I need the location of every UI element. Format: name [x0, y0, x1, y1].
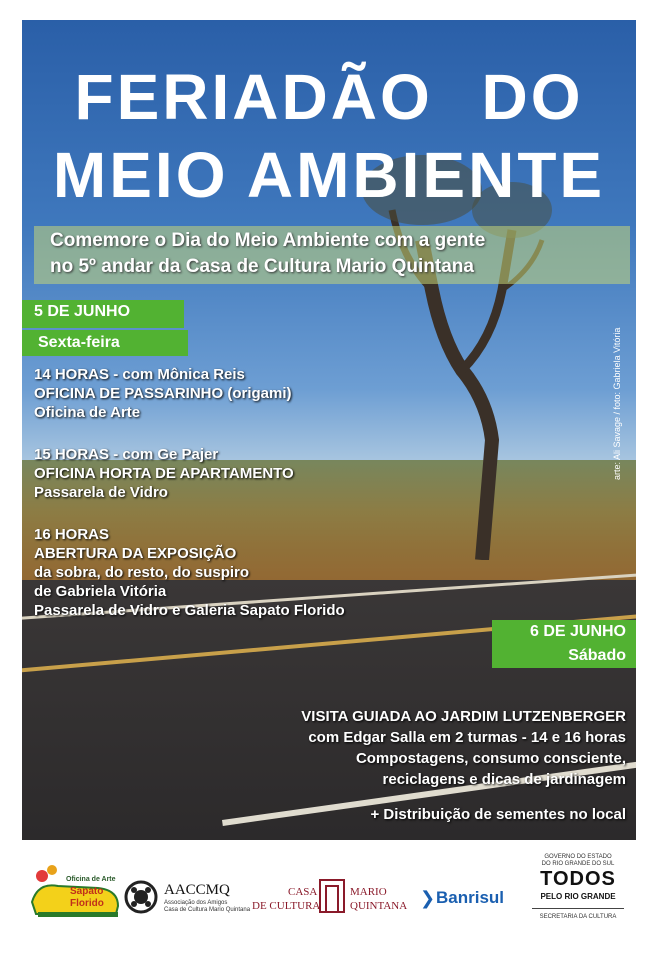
event-3-time: 16 HORAS [34, 526, 110, 543]
ccmq-c: MARIO [350, 886, 387, 898]
event-3-desc-2: de Gabriela Vitória [34, 583, 167, 600]
todos-sub: PELO RIO GRANDE [540, 892, 616, 901]
ccmq-b: DE CULTURA [252, 900, 321, 912]
visit-title: VISITA GUIADA AO JARDIM LUTZENBERGER [301, 708, 626, 725]
sapato-florido-top: Oficina de Arte [66, 876, 116, 883]
subtitle-line-1: Comemore o Dia do Meio Ambiente com a gente [50, 230, 486, 251]
sponsor-footer [0, 850, 654, 960]
event-2-place: Passarela de Vidro [34, 484, 168, 501]
aaccmq-sub-1: Associação dos Amigos [164, 900, 228, 906]
event-3 [34, 525, 345, 620]
aaccmq-name: AACCMQ [164, 882, 230, 898]
event-2-title: OFICINA HORTA DE APARTAMENTO [34, 465, 294, 482]
day2-weekday-badge: Sábado [492, 644, 636, 668]
sapato-florido-logo [28, 862, 122, 922]
event-3-title: ABERTURA DA EXPOSIÇÃO [34, 545, 237, 562]
event-1-title: OFICINA DE PASSARINHO (origami) [34, 385, 292, 402]
day1-date-badge: 5 DE JUNHO [22, 300, 184, 328]
sapato-florido-name-1: Sapato [70, 886, 104, 897]
day2-date-badge: 6 DE JUNHO [492, 620, 636, 644]
event-1 [34, 365, 292, 422]
visit-guide: com Edgar Salla em 2 turmas - 14 e 16 horas [308, 729, 626, 746]
title-line-2: MEIO AMBIENTE [52, 139, 606, 211]
visit-topics-2: reciclagens e dicas de jardinagem [382, 771, 626, 788]
event-2 [34, 445, 294, 502]
visit-topics-1: Compostagens, consumo consciente, [355, 750, 626, 767]
aaccmq-sub-2: Casa de Cultura Mario Quintana [164, 907, 251, 913]
todos-gov-1: GOVERNO DO ESTADO [544, 854, 612, 860]
title-line-1: FERIADÃO DO [74, 61, 584, 133]
todos-divider [532, 908, 624, 909]
event-3-place: Passarela de Vidro e Galeria Sapato Florido [34, 602, 345, 619]
event-2-time: 15 HORAS - com Ge Pajer [34, 446, 219, 463]
day1-weekday-badge: Sexta-feira [22, 330, 188, 356]
ccmq-building-icon [318, 878, 346, 914]
event-1-time: 14 HORAS - com Mônica Reis [34, 366, 245, 383]
visit-block [301, 706, 626, 790]
todos-name: TODOS [540, 868, 616, 890]
sapato-florido-name-2: Florido [70, 898, 104, 909]
todos-secretaria: SECRETARIA DA CULTURA [539, 914, 617, 920]
poster [22, 20, 636, 840]
todos-rio-grande-logo [526, 852, 630, 928]
banrisul-name: Banrisul [436, 888, 505, 907]
aaccmq-icon [124, 880, 158, 914]
event-3-desc-1: da sobra, do resto, do suspiro [34, 564, 250, 581]
aaccmq-logo [124, 880, 251, 920]
photo-credit-text: arte: Ali Savage / foto: Gabriela Vitória [612, 327, 622, 480]
todos-gov-2: DO RIO GRANDE DO SUL [541, 861, 615, 867]
photo-credit [608, 310, 622, 480]
banrisul-arrow-icon: ❯ [420, 888, 436, 908]
ccmq-a: CASA [288, 886, 318, 898]
ccmq-d: QUINTANA [350, 900, 408, 912]
event-1-place: Oficina de Arte [34, 404, 141, 421]
banrisul-logo [420, 886, 522, 912]
casa-de-cultura-logo [252, 876, 412, 920]
subtitle-line-2: no 5º andar da Casa de Cultura Mario Quintana [50, 256, 474, 277]
distribution-text: + Distribuição de sementes no local [370, 806, 626, 823]
